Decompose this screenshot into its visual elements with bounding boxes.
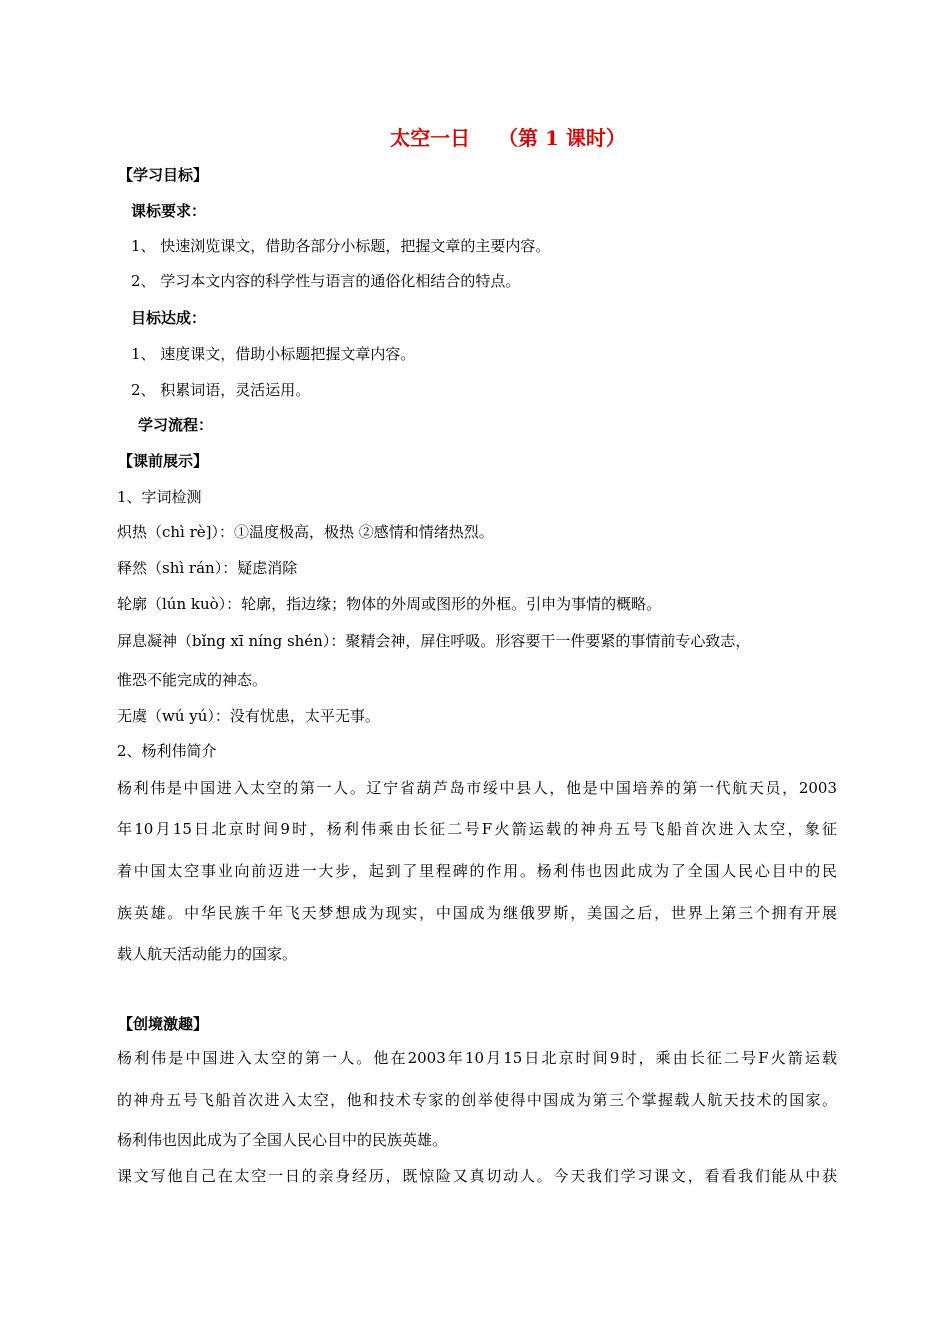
- bio-line: 着中国太空事业向前迈进一大步，起到了里程碑的作用。杨利伟也因此成为了全国人民心目中的民: [117, 862, 837, 880]
- vocab-item: 惟恐不能完成的神态。: [117, 671, 268, 689]
- vocab-item: 无虞（wú yú）：没有忧患，太平无事。: [117, 707, 380, 725]
- bio-line: 载人航天活动能力的国家。: [117, 945, 298, 963]
- bio-line: 杨利伟是中国进入太空的第一人。辽宁省葫芦岛市绥中县人，他是中国培养的第一代航天员，2003: [117, 779, 837, 797]
- goals-header: 【学习目标】: [118, 166, 209, 184]
- vocab-item: 炽热（chì rè]）：①温度极高，极热 ②感情和情绪热烈。: [117, 523, 494, 541]
- bio-title: 2、杨利伟简介: [117, 742, 217, 760]
- scenario-line: 课文写他自己在太空一日的亲身经历，既惊险又真切动人。今天我们学习课文，看看我们能从中获: [117, 1167, 837, 1185]
- vocab-item: 释然（shì rán）：疑虑消除: [117, 559, 298, 577]
- bio-line: 年10月15日北京时间9时，杨利伟乘由长征二号F火箭运载的神舟五号飞船首次进入太空，象征: [117, 820, 837, 838]
- page-title: 太空一日 （第 1 课时）: [390, 126, 626, 150]
- scenario-line: 杨利伟也因此成为了全国人民心目中的民族英雄。: [117, 1131, 448, 1149]
- vocab-item: 轮廓（lún kuò）：轮廓，指边缘；物体的外周或图形的外框。引申为事情的概略。: [117, 595, 662, 613]
- vocab-title: 1、字词检测: [117, 488, 202, 506]
- standards-item-2: 2、 学习本文内容的科学性与语言的通俗化相结合的特点。: [131, 272, 521, 290]
- scenario-line: 的神舟五号飞船首次进入太空，他和技术专家的创举使得中国成为第三个掌握载人航天技术的国家。: [117, 1091, 837, 1109]
- preclass-header: 【课前展示】: [118, 452, 209, 470]
- scenario-line: 杨利伟是中国进入太空的第一人。他在2003年10月15日北京时间9时，乘由长征二号F火箭运载: [117, 1049, 837, 1067]
- vocab-item: 屏息凝神（bǐng xī níng shén）：聚精会神，屏住呼吸。形容要干一件要紧的事情前专心致志，: [117, 632, 751, 650]
- process-label: 学习流程：: [138, 416, 214, 434]
- achieve-label: 目标达成：: [131, 309, 207, 327]
- standards-label: 课标要求：: [131, 202, 207, 220]
- achieve-item-1: 1、 速度课文，借助小标题把握文章内容。: [131, 345, 416, 363]
- bio-line: 族英雄。中华民族千年飞天梦想成为现实，中国成为继俄罗斯，美国之后，世界上第三个拥有开展: [117, 904, 837, 922]
- achieve-item-2: 2、 积累词语，灵活运用。: [131, 381, 311, 399]
- scenario-header: 【创境激趣】: [118, 1015, 209, 1033]
- standards-item-1: 1、 快速浏览课文，借助各部分小标题，把握文章的主要内容。: [131, 237, 551, 255]
